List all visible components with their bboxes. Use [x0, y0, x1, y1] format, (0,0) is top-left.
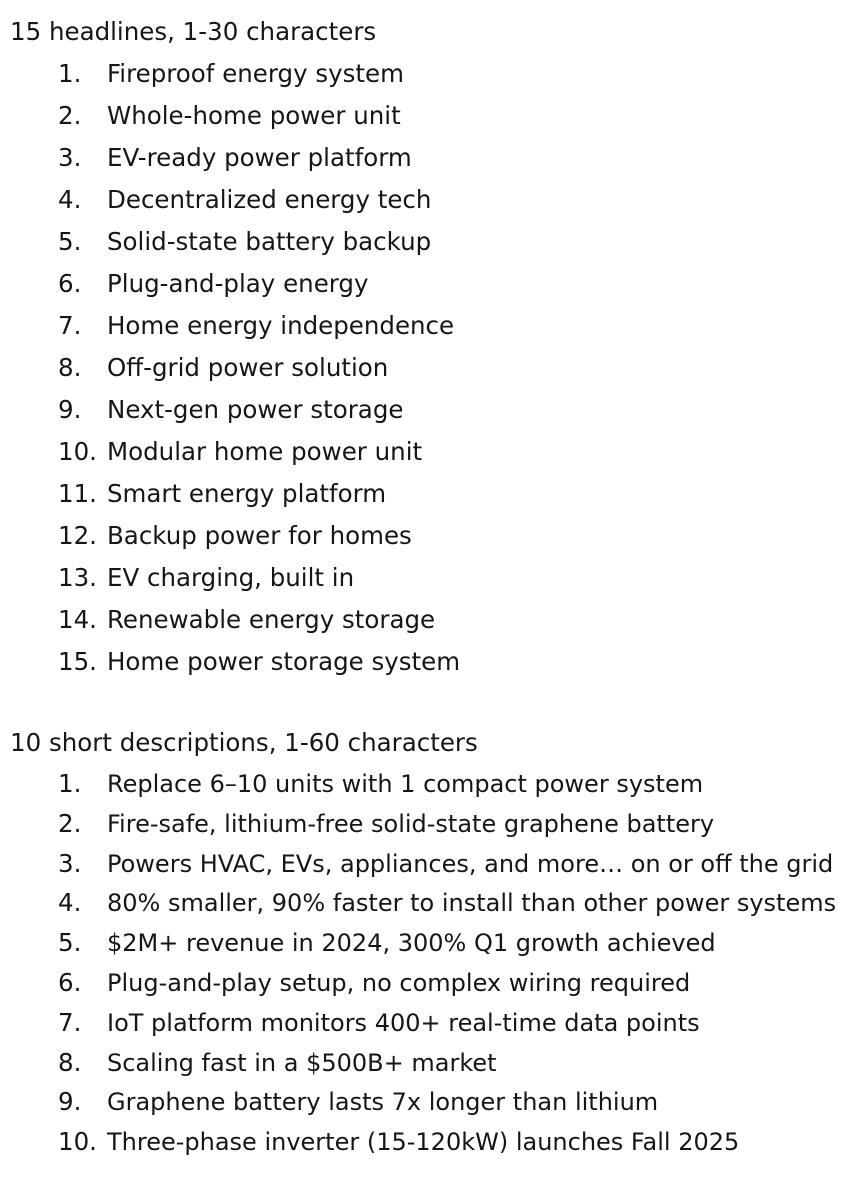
list-text: Powers HVAC, EVs, appliances, and more… on or off the grid — [107, 849, 834, 878]
list-number: 11. — [58, 479, 97, 508]
list-number: 9. — [58, 395, 82, 424]
list-number: 6. — [58, 269, 82, 298]
list-number: 7. — [58, 1007, 82, 1037]
list-number: 3. — [58, 848, 82, 878]
list-text: Graphene battery lasts 7x longer than lithium — [107, 1088, 659, 1117]
list-text: Solid-state battery backup — [107, 227, 432, 256]
list-number: 9. — [58, 1087, 82, 1117]
list-number: 3. — [58, 143, 82, 172]
list-text: Scaling fast in a $500B+ market — [107, 1048, 497, 1077]
list-number: 1. — [58, 59, 82, 88]
list-text: IoT platform monitors 400+ real-time data points — [107, 1008, 700, 1037]
list-text: Replace 6–10 units with 1 compact power system — [107, 770, 704, 798]
list-text: Plug-and-play setup, no complex wiring required — [107, 968, 691, 997]
list-number: 8. — [58, 353, 82, 382]
list-number: 12. — [58, 521, 97, 550]
descriptions-title: 10 short descriptions, 1-60 characters — [10, 728, 478, 757]
list-number: 4. — [58, 185, 82, 214]
headlines-title: 15 headlines, 1-30 characters — [10, 17, 377, 46]
list-text: Fire-safe, lithium-free solid-state graphene battery — [107, 809, 715, 838]
list-text: 80% smaller, 90% faster to install than other power systems — [107, 889, 837, 918]
list-number: 2. — [58, 808, 82, 838]
list-number: 8. — [58, 1047, 82, 1077]
list-text: Next-gen power storage — [107, 395, 404, 424]
list-text: Smart energy platform — [107, 479, 387, 508]
list-number: 4. — [58, 888, 82, 918]
list-text: Three-phase inverter (15-120kW) launches Fall 2025 — [107, 1128, 740, 1157]
list-text: Decentralized energy tech — [107, 185, 432, 214]
list-number: 5. — [58, 227, 82, 256]
list-number: 5. — [58, 928, 82, 958]
list-number: 2. — [58, 101, 82, 130]
list-text: Fireproof energy system — [107, 59, 404, 88]
list-text: EV-ready power platform — [107, 143, 412, 172]
list-number: 14. — [58, 605, 97, 634]
list-text: Home power storage system — [107, 647, 461, 676]
list-text: Backup power for homes — [107, 521, 412, 550]
list-number: 13. — [58, 563, 97, 592]
list-number: 15. — [58, 647, 97, 676]
list-text: Plug-and-play energy — [107, 269, 369, 298]
list-text: $2M+ revenue in 2024, 300% Q1 growth achieved — [107, 929, 716, 958]
list-number: 1. — [58, 769, 82, 798]
list-text: Home energy independence — [107, 311, 455, 340]
list-text: Modular home power unit — [107, 437, 423, 466]
list-number: 10. — [58, 437, 97, 466]
list-number: 10. — [58, 1127, 97, 1157]
list-text: Off-grid power solution — [107, 353, 389, 382]
list-text: Whole-home power unit — [107, 101, 401, 130]
list-number: 7. — [58, 311, 82, 340]
list-text: EV charging, built in — [107, 563, 355, 592]
list-number: 6. — [58, 967, 82, 997]
list-text: Renewable energy storage — [107, 605, 436, 634]
